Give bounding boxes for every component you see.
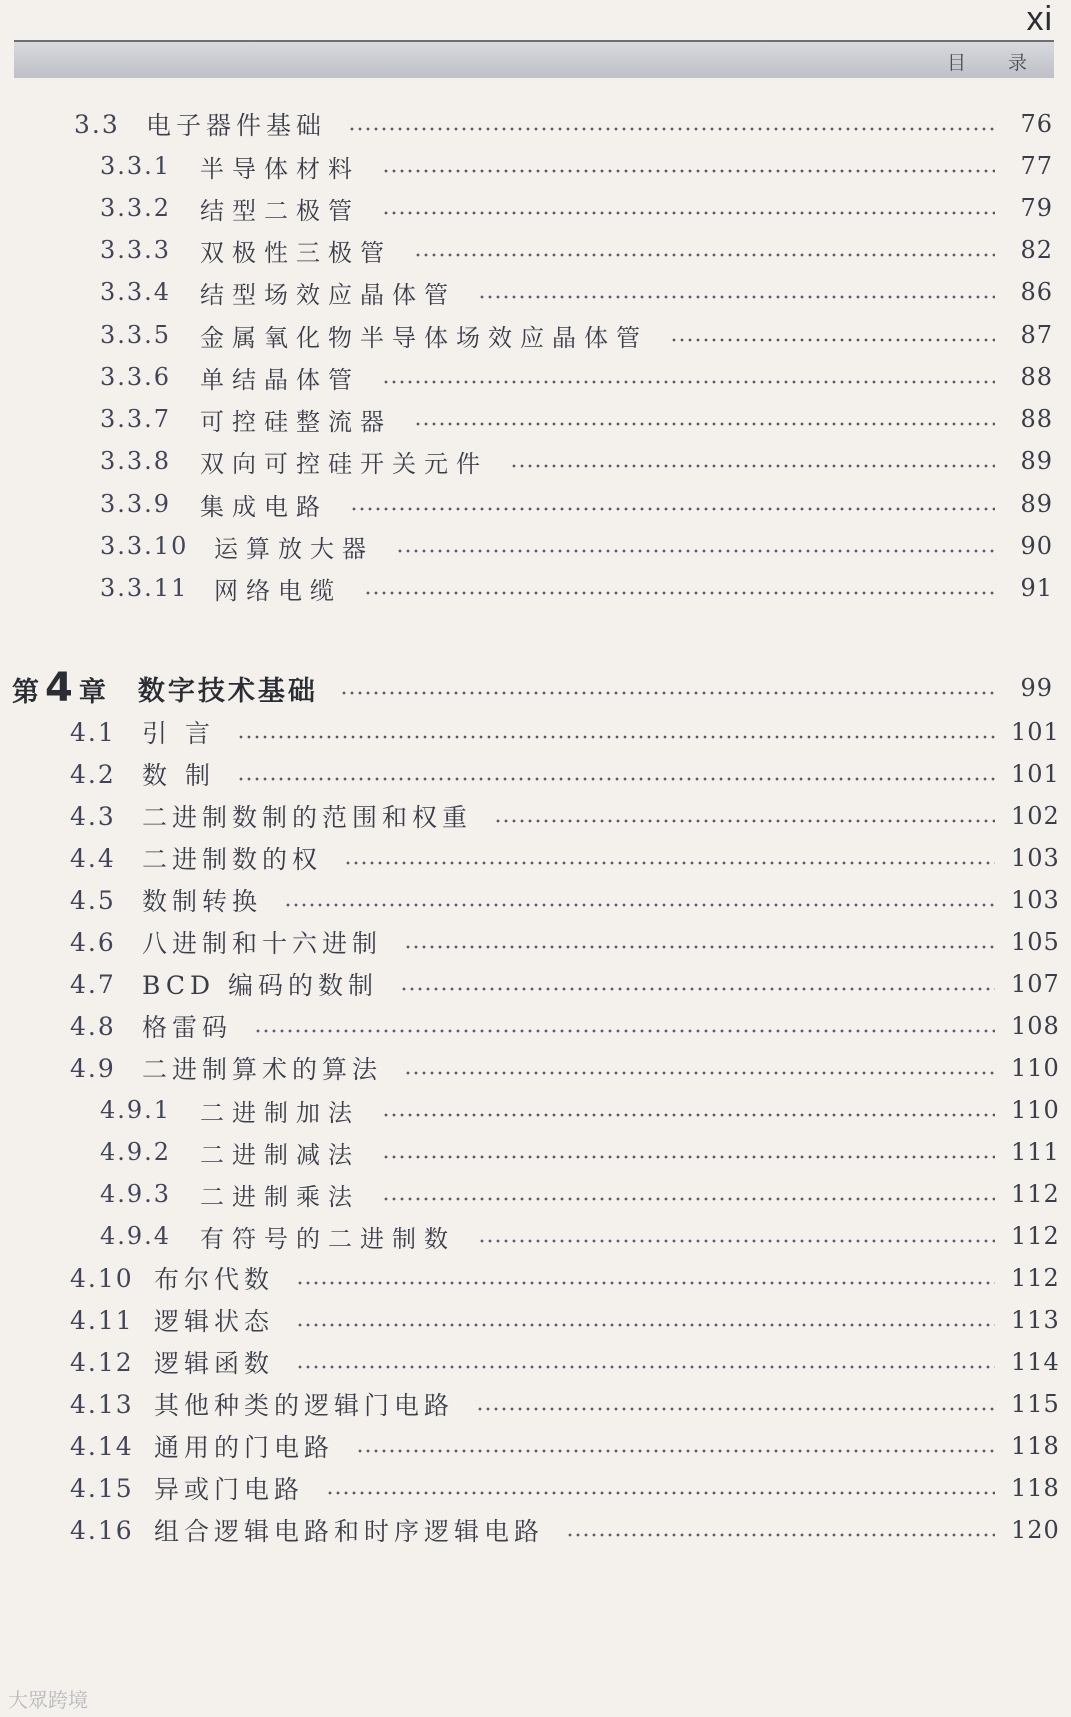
toc-page-number: 101 — [1011, 718, 1060, 746]
toc-number — [12, 665, 108, 711]
toc-row[interactable] — [0, 1216, 1060, 1256]
toc-title: 网络电缆 — [214, 576, 342, 605]
toc-row[interactable] — [0, 188, 1053, 228]
toc-title: 双向可控硅开关元件 — [200, 449, 488, 478]
toc-row[interactable] — [0, 526, 1053, 566]
toc-number: 4.6 — [70, 927, 116, 957]
toc-number: 4.15 — [70, 1473, 134, 1503]
dot-leader — [478, 295, 995, 299]
toc-title: 通用的门电路 — [154, 1433, 335, 1462]
dot-leader — [494, 819, 995, 823]
toc-number: 4.9.4 — [100, 1222, 172, 1250]
toc-page-number: 91 — [1020, 574, 1053, 602]
toc-title: BCD 编码的数制 — [142, 971, 378, 1000]
toc-page-number: 115 — [1011, 1390, 1060, 1418]
header-band — [14, 40, 1054, 78]
toc-row[interactable] — [0, 1006, 1060, 1046]
toc-number: 4.7 — [70, 969, 116, 999]
dot-leader — [296, 1323, 995, 1327]
toc-title: 电子器件基础 — [146, 111, 327, 140]
toc-page-number: 114 — [1011, 1348, 1060, 1376]
toc-number: 4.3 — [70, 801, 116, 831]
toc-title: 结型场效应晶体管 — [200, 280, 456, 309]
dot-leader — [414, 422, 995, 426]
toc-page-number: 113 — [1011, 1306, 1060, 1334]
toc-title: 有符号的二进制数 — [200, 1224, 456, 1253]
toc-page-number: 77 — [1020, 152, 1053, 180]
dot-leader — [566, 1533, 995, 1537]
toc-title: 组合逻辑电路和时序逻辑电路 — [154, 1517, 545, 1546]
toc-page-number: 103 — [1011, 844, 1060, 872]
toc-row[interactable] — [0, 568, 1053, 608]
toc-row[interactable] — [0, 1174, 1060, 1214]
dot-leader — [404, 945, 995, 949]
toc-number: 4.16 — [70, 1515, 134, 1545]
toc-title: 半导体材料 — [200, 154, 360, 183]
toc-row[interactable] — [0, 1468, 1060, 1508]
toc-number: 3.3 — [74, 109, 120, 139]
toc-number: 3.3.6 — [100, 363, 172, 391]
dot-leader — [382, 380, 995, 384]
dot-leader — [284, 903, 995, 907]
toc-number: 4.9 — [70, 1053, 116, 1083]
toc-row[interactable] — [0, 484, 1053, 524]
dot-leader — [296, 1281, 995, 1285]
toc-chapter-row[interactable] — [0, 665, 1053, 711]
toc-title: 数 制 — [142, 761, 215, 790]
toc-number: 4.13 — [70, 1389, 134, 1419]
toc-row[interactable] — [0, 922, 1060, 962]
toc-number: 4.9.1 — [100, 1096, 172, 1124]
toc-title: 布尔代数 — [154, 1265, 275, 1294]
toc-row[interactable] — [0, 712, 1060, 752]
toc-page-number: 99 — [1020, 674, 1053, 702]
toc-title: 其他种类的逻辑门电路 — [154, 1391, 455, 1420]
toc-title: 二进制乘法 — [200, 1182, 360, 1211]
toc-number: 3.3.9 — [100, 490, 172, 518]
toc-row[interactable] — [0, 1510, 1060, 1550]
toc-page-number: 89 — [1020, 490, 1053, 518]
toc-row[interactable] — [0, 838, 1060, 878]
toc-row[interactable] — [0, 964, 1060, 1004]
toc-row[interactable] — [0, 272, 1053, 312]
toc-page-number: 118 — [1011, 1474, 1060, 1502]
toc-page-number: 105 — [1011, 928, 1060, 956]
toc-number: 3.3.1 — [100, 152, 172, 180]
toc-page-number: 86 — [1020, 278, 1053, 306]
dot-leader — [396, 549, 995, 553]
toc-page-number: 90 — [1020, 532, 1053, 560]
toc-title: 单结晶体管 — [200, 365, 360, 394]
toc-number: 4.9.2 — [100, 1138, 172, 1166]
toc-page-number: 120 — [1011, 1516, 1060, 1544]
toc-row[interactable] — [0, 146, 1053, 186]
toc-row[interactable] — [0, 104, 1053, 144]
toc-number: 3.3.7 — [100, 405, 172, 433]
toc-page-number: 76 — [1020, 110, 1053, 138]
dot-leader — [364, 591, 995, 595]
dot-leader — [476, 1407, 995, 1411]
dot-leader — [382, 1113, 995, 1117]
chapter-number: 4 — [45, 665, 75, 711]
dot-leader — [237, 777, 995, 781]
toc-row[interactable] — [0, 357, 1053, 397]
toc-title: 二进制数的权 — [142, 845, 323, 874]
dot-leader — [348, 127, 995, 131]
toc-page-number: 112 — [1011, 1180, 1060, 1208]
toc-page-number: 110 — [1011, 1096, 1060, 1124]
page-number: xi — [1026, 0, 1053, 38]
toc-title: 集成电路 — [200, 492, 328, 521]
toc-number: 3.3.11 — [100, 574, 189, 602]
toc-number: 3.3.3 — [100, 236, 172, 264]
dot-leader — [254, 1029, 995, 1033]
toc-page-number: 79 — [1020, 194, 1053, 222]
toc-row[interactable] — [0, 880, 1060, 920]
toc-row[interactable] — [0, 1426, 1060, 1466]
dot-leader — [382, 211, 995, 215]
dot-leader — [237, 735, 995, 739]
toc-title: 逻辑状态 — [154, 1307, 275, 1336]
dot-leader — [400, 987, 995, 991]
toc-title: 双极性三极管 — [200, 238, 392, 267]
dot-leader — [382, 169, 995, 173]
toc-number: 3.3.4 — [100, 278, 172, 306]
toc-page-number: 102 — [1011, 802, 1060, 830]
toc-title: 二进制算术的算法 — [142, 1055, 383, 1084]
toc-number: 3.3.2 — [100, 194, 172, 222]
watermark: 大眾跨境 — [8, 1688, 88, 1712]
toc-number: 3.3.8 — [100, 447, 172, 475]
toc-title: 可控硅整流器 — [200, 407, 392, 436]
toc-number: 4.11 — [70, 1305, 134, 1335]
toc-title: 八进制和十六进制 — [142, 929, 383, 958]
toc-number: 4.14 — [70, 1431, 134, 1461]
dot-leader — [414, 253, 995, 257]
section-label: 目 录 — [946, 52, 1045, 74]
toc-title: 逻辑函数 — [154, 1349, 275, 1378]
toc-row[interactable] — [0, 441, 1053, 481]
toc-title: 运算放大器 — [214, 534, 374, 563]
toc-title: 二进制减法 — [200, 1140, 360, 1169]
toc-page-number: 112 — [1011, 1222, 1060, 1250]
toc-row[interactable] — [0, 1048, 1060, 1088]
toc-title: 二进制加法 — [200, 1098, 360, 1127]
toc-page-number: 118 — [1011, 1432, 1060, 1460]
toc-row[interactable] — [0, 399, 1053, 439]
dot-leader — [670, 338, 995, 342]
toc-row[interactable] — [0, 796, 1060, 836]
toc-number: 4.10 — [70, 1263, 134, 1293]
toc-row[interactable] — [0, 1090, 1060, 1130]
toc-number: 4.12 — [70, 1347, 134, 1377]
toc-number: 4.4 — [70, 843, 116, 873]
toc-title: 格雷码 — [142, 1013, 233, 1042]
dot-leader — [382, 1155, 995, 1159]
dot-leader — [344, 861, 995, 865]
dot-leader — [340, 691, 995, 695]
dot-leader — [350, 507, 995, 511]
toc-page-number: 87 — [1020, 321, 1053, 349]
dot-leader — [478, 1239, 995, 1243]
toc-row[interactable] — [0, 1258, 1060, 1298]
dot-leader — [382, 1197, 995, 1201]
toc-number: 4.1 — [70, 717, 116, 747]
toc-page-number: 108 — [1011, 1012, 1060, 1040]
toc-page-number: 101 — [1011, 760, 1060, 788]
toc-page-number: 89 — [1020, 447, 1053, 475]
toc-title: 金属氧化物半导体场效应晶体管 — [200, 323, 648, 352]
toc-page-number: 107 — [1011, 970, 1060, 998]
dot-leader — [404, 1071, 995, 1075]
toc-page-number: 111 — [1011, 1138, 1060, 1166]
toc-number: 4.2 — [70, 759, 116, 789]
toc-page-number: 112 — [1011, 1264, 1060, 1292]
dot-leader — [296, 1365, 995, 1369]
toc-page-number: 103 — [1011, 886, 1060, 914]
toc-page-number: 88 — [1020, 405, 1053, 433]
toc-page-number: 110 — [1011, 1054, 1060, 1082]
toc-row[interactable] — [0, 754, 1060, 794]
toc-number: 3.3.10 — [100, 532, 189, 560]
toc-title: 数字技术基础 — [137, 675, 318, 707]
toc-number: 4.9.3 — [100, 1180, 172, 1208]
toc-number: 4.5 — [70, 885, 116, 915]
chapter-suffix: 章 — [78, 677, 108, 708]
toc-row[interactable] — [0, 315, 1053, 355]
toc-page-number: 82 — [1020, 236, 1053, 264]
dot-leader — [510, 464, 995, 468]
toc-row[interactable] — [0, 1384, 1060, 1424]
toc-row[interactable] — [0, 1300, 1060, 1340]
toc-row[interactable] — [0, 230, 1053, 270]
toc-title: 异或门电路 — [154, 1475, 305, 1504]
toc-title: 二进制数制的范围和权重 — [142, 803, 473, 832]
toc-page-number: 88 — [1020, 363, 1053, 391]
toc-title: 引 言 — [142, 719, 215, 748]
dot-leader — [356, 1449, 995, 1453]
toc-number: 4.8 — [70, 1011, 116, 1041]
toc-title: 结型二极管 — [200, 196, 360, 225]
toc-title: 数制转换 — [142, 887, 263, 916]
toc-number: 3.3.5 — [100, 321, 172, 349]
dot-leader — [326, 1491, 995, 1495]
toc-row[interactable] — [0, 1132, 1060, 1172]
toc-row[interactable] — [0, 1342, 1060, 1382]
chapter-prefix: 第 — [12, 677, 41, 708]
